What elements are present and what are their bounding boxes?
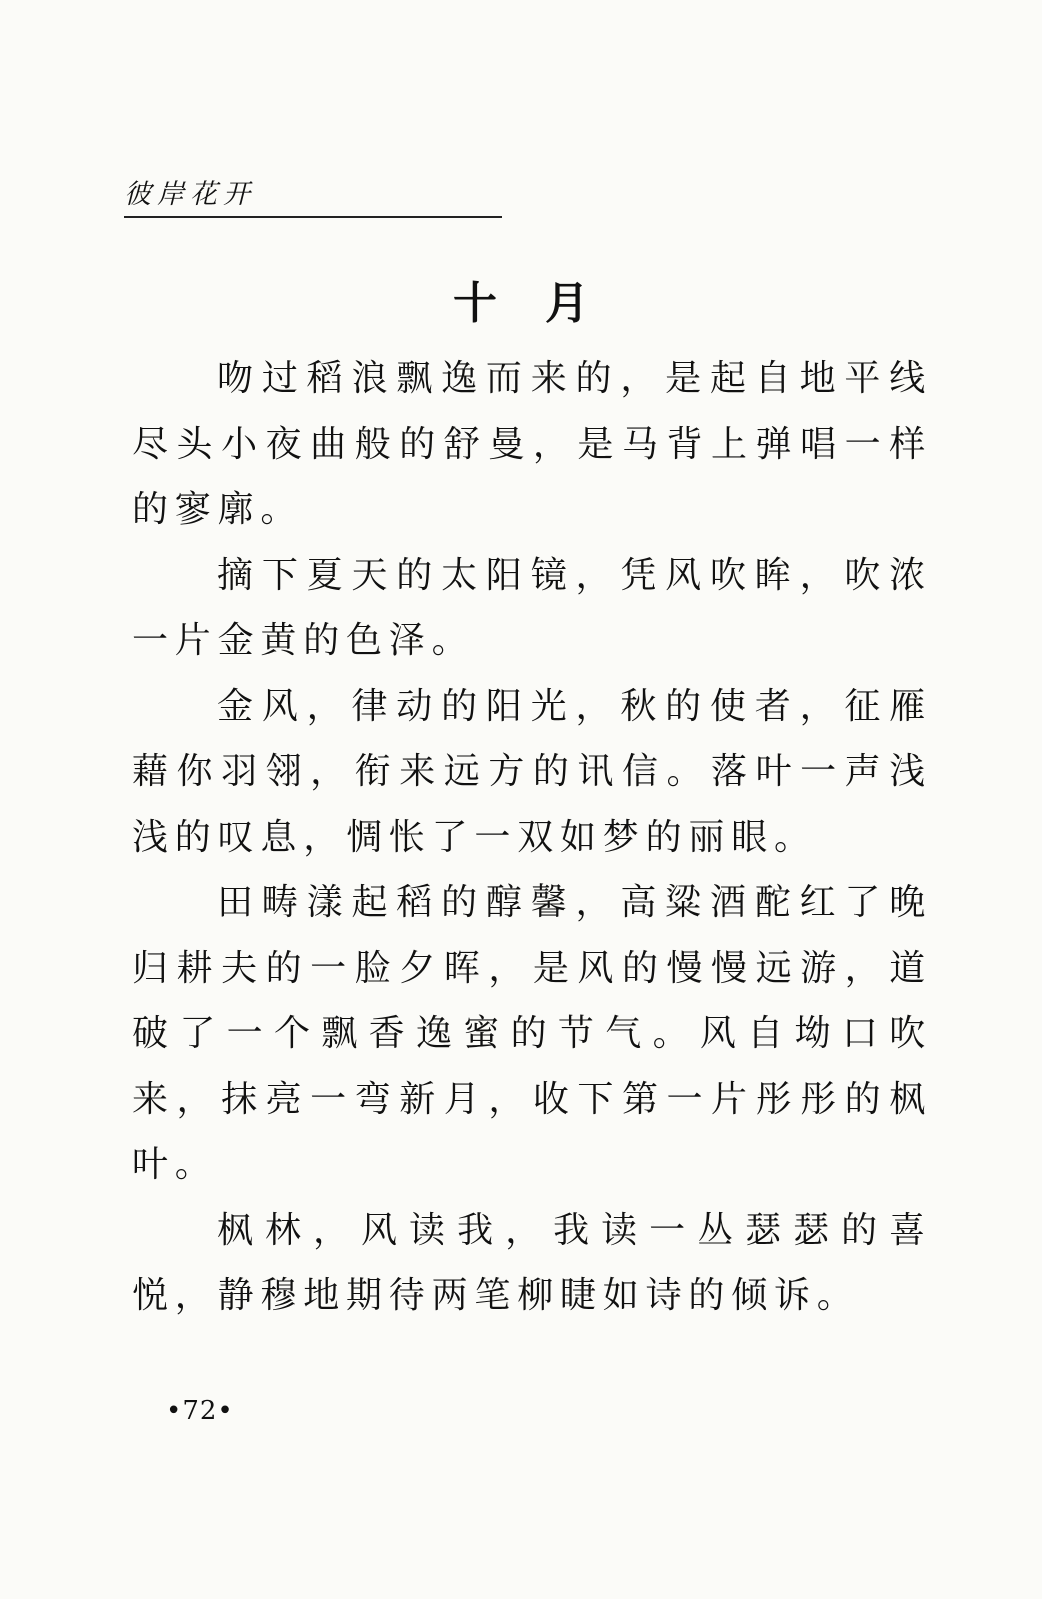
paragraph: 枫林，风读我，我读一丛瑟瑟的喜悦，静穆地期待两笔柳睫如诗的倾诉。	[132, 1209, 932, 1316]
chapter-title: 十月	[453, 278, 637, 329]
page-number: •72•	[166, 1396, 234, 1426]
paragraph: 金风，律动的阳光，秋的使者，征雁藉你羽翎，衔来远方的讯信。落叶一声浅浅的叹息，惆怅了一双如梦的丽眼。	[132, 685, 932, 858]
paragraph: 吻过稻浪飘逸而来的，是起自地平线尽头小夜曲般的舒曼，是马背上弹唱一样的寥廓。	[132, 358, 932, 530]
paragraph: 田畴漾起稻的醇馨，高粱酒酡红了晚归耕夫的一脸夕晖，是风的慢慢远游，道破了一个飘香逸蜜的节气。风自坳口吹来，抹亮一弯新月，收下第一片彤彤的枫叶。	[132, 882, 932, 1185]
chapter-body	[132, 346, 932, 1329]
book-title: 彼岸花开	[124, 179, 256, 210]
paragraph: 摘下夏天的太阳镜，凭风吹眸，吹浓一片金黄的色泽。	[132, 554, 932, 661]
running-header	[124, 180, 502, 218]
